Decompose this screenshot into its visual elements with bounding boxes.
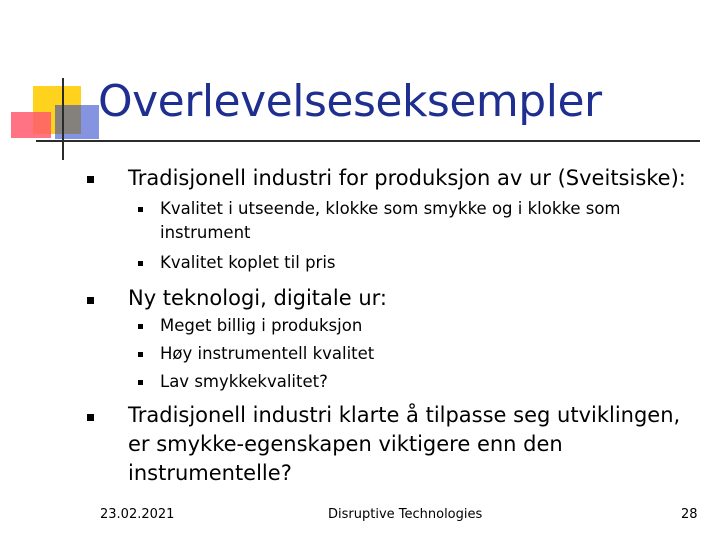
decor-vertical-line: [62, 78, 64, 160]
slide-title: Overlevelseseksempler: [98, 76, 602, 127]
footer-title: Disruptive Technologies: [328, 507, 483, 522]
title-underline: [36, 140, 700, 142]
sub-bullet-marker: [138, 207, 143, 212]
sub-bullet-text: Høy instrumentell kvalitet: [160, 344, 375, 363]
bullet-marker: [87, 297, 94, 304]
sub-bullet-text: Kvalitet i utseende, klokke som smykke og i klokke som instrument: [160, 199, 621, 242]
bullet-marker: [87, 176, 94, 183]
bullet-text: Ny teknologi, digitale ur:: [128, 286, 387, 310]
sub-bullet-marker: [138, 261, 143, 266]
sub-bullet-text: Lav smykkekvalitet?: [160, 372, 328, 391]
sub-bullet-text: Kvalitet koplet til pris: [160, 253, 336, 272]
footer-date: 23.02.2021: [100, 507, 175, 522]
sub-bullet-marker: [138, 324, 143, 329]
bullet-marker: [87, 414, 94, 421]
decor-red-square: [11, 112, 51, 138]
sub-bullet-text: Meget billig i produksjon: [160, 316, 363, 335]
sub-bullet-marker: [138, 380, 143, 385]
sub-bullet-marker: [138, 352, 143, 357]
bullet-text: Tradisjonell industri for produksjon av ur (Sveitsiske):: [128, 166, 686, 190]
bullet-text: Tradisjonell industri klarte å tilpasse seg utviklingen, er smykke-egenskapen viktigere enn den instrumentelle?: [128, 403, 681, 485]
page-number: 28: [681, 507, 698, 522]
